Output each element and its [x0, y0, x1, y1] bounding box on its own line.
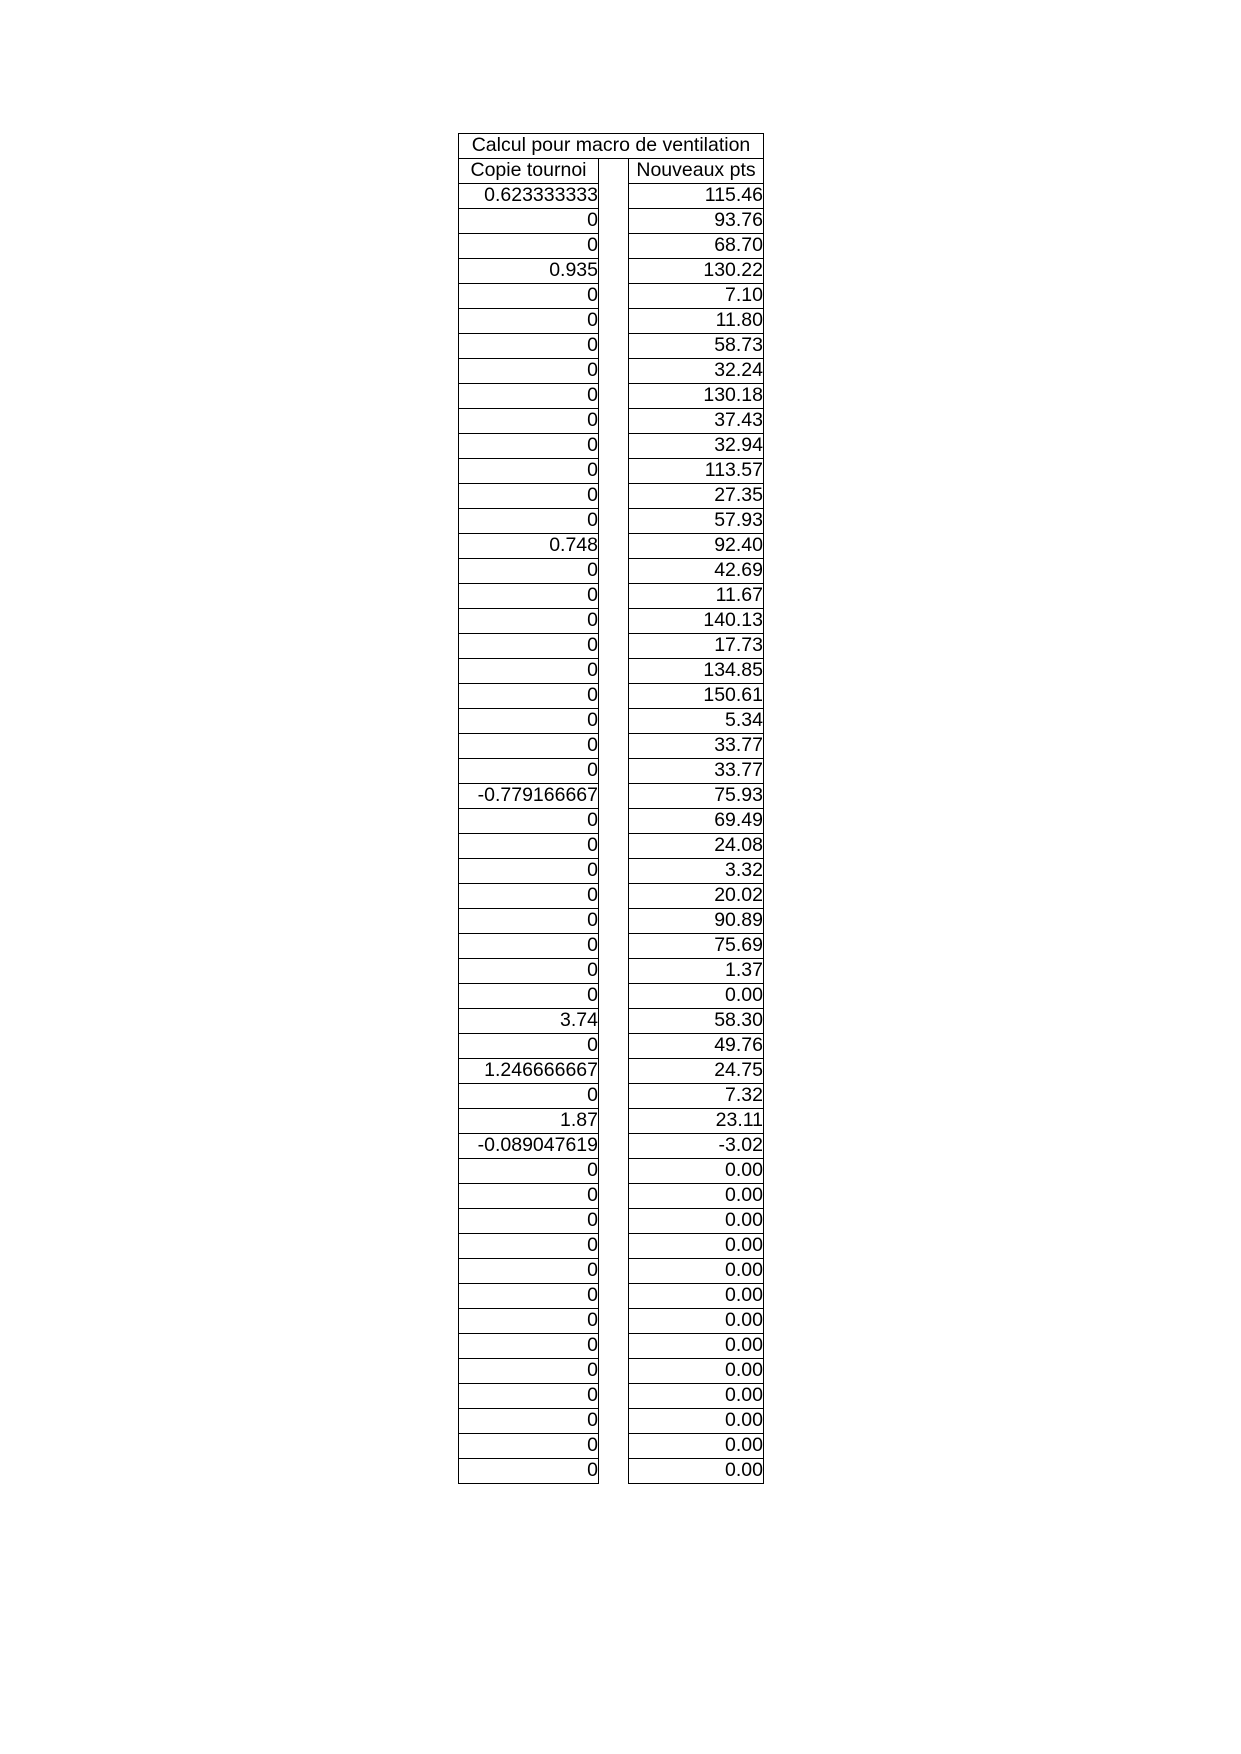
cell-copie-tournoi[interactable]: 0 [459, 709, 599, 734]
column-separator [599, 559, 629, 584]
cell-nouveaux-pts[interactable]: 24.75 [629, 1059, 764, 1084]
column-separator [599, 784, 629, 809]
table-row [459, 759, 764, 784]
table-row [459, 934, 764, 959]
column-separator [599, 1059, 629, 1084]
column-separator [599, 1409, 629, 1434]
cell-nouveaux-pts[interactable]: 58.73 [629, 334, 764, 359]
cell-nouveaux-pts[interactable]: 3.32 [629, 859, 764, 884]
table-row [459, 484, 764, 509]
cell-nouveaux-pts[interactable]: 32.94 [629, 434, 764, 459]
cell-nouveaux-pts[interactable]: 130.18 [629, 384, 764, 409]
cell-nouveaux-pts[interactable]: 150.61 [629, 684, 764, 709]
cell-copie-tournoi[interactable]: 0 [459, 1259, 599, 1284]
cell-copie-tournoi[interactable]: 0 [459, 1434, 599, 1459]
column-separator [599, 334, 629, 359]
table-row [459, 1109, 764, 1134]
table-row [459, 334, 764, 359]
cell-nouveaux-pts[interactable]: 23.11 [629, 1109, 764, 1134]
table-row [459, 909, 764, 934]
page-title: Calcul pour macro de ventilation [459, 134, 764, 159]
cell-copie-tournoi[interactable]: -0.779166667 [459, 784, 599, 809]
column-separator [599, 159, 629, 184]
column-separator [599, 434, 629, 459]
cell-nouveaux-pts[interactable]: 0.00 [629, 1409, 764, 1434]
cell-copie-tournoi[interactable]: 0 [459, 609, 599, 634]
cell-nouveaux-pts[interactable]: 134.85 [629, 659, 764, 684]
cell-copie-tournoi[interactable]: 0 [459, 434, 599, 459]
cell-copie-tournoi[interactable]: -0.089047619 [459, 1134, 599, 1159]
column-separator [599, 684, 629, 709]
column-separator [599, 1284, 629, 1309]
cell-nouveaux-pts[interactable]: 92.40 [629, 534, 764, 559]
table-row [459, 584, 764, 609]
column-separator [599, 1134, 629, 1159]
column-separator [599, 909, 629, 934]
cell-copie-tournoi[interactable]: 0 [459, 284, 599, 309]
column-separator [599, 309, 629, 334]
table-row [459, 209, 764, 234]
cell-copie-tournoi[interactable]: 0 [459, 359, 599, 384]
column-separator [599, 1234, 629, 1259]
cell-copie-tournoi[interactable]: 0 [459, 509, 599, 534]
cell-nouveaux-pts[interactable]: 0.00 [629, 984, 764, 1009]
column-separator [599, 634, 629, 659]
cell-copie-tournoi[interactable]: 0 [459, 559, 599, 584]
cell-copie-tournoi[interactable]: 0 [459, 334, 599, 359]
column-separator [599, 259, 629, 284]
table-row [459, 1334, 764, 1359]
cell-copie-tournoi[interactable]: 0 [459, 984, 599, 1009]
table-row [459, 1284, 764, 1309]
table-row [459, 784, 764, 809]
table-row [459, 984, 764, 1009]
cell-nouveaux-pts[interactable]: 113.57 [629, 459, 764, 484]
cell-copie-tournoi[interactable]: 0 [459, 809, 599, 834]
column-separator [599, 1084, 629, 1109]
cell-nouveaux-pts[interactable]: 0.00 [629, 1434, 764, 1459]
cell-copie-tournoi[interactable]: 0 [459, 859, 599, 884]
column-separator [599, 1009, 629, 1034]
cell-nouveaux-pts[interactable]: -3.02 [629, 1134, 764, 1159]
cell-copie-tournoi[interactable]: 1.87 [459, 1109, 599, 1134]
cell-nouveaux-pts[interactable]: 7.32 [629, 1084, 764, 1109]
cell-nouveaux-pts[interactable]: 68.70 [629, 234, 764, 259]
table-row [459, 1009, 764, 1034]
cell-copie-tournoi[interactable]: 0.748 [459, 534, 599, 559]
cell-copie-tournoi[interactable]: 0 [459, 634, 599, 659]
table-row [459, 1309, 764, 1334]
column-separator [599, 659, 629, 684]
column-header-copie-tournoi: Copie tournoi [459, 159, 599, 184]
cell-nouveaux-pts[interactable]: 20.02 [629, 884, 764, 909]
column-separator [599, 359, 629, 384]
column-separator [599, 734, 629, 759]
cell-copie-tournoi[interactable]: 0 [459, 309, 599, 334]
cell-nouveaux-pts[interactable]: 33.77 [629, 734, 764, 759]
cell-copie-tournoi[interactable]: 3.74 [459, 1009, 599, 1034]
table-row [459, 1134, 764, 1159]
table-row [459, 959, 764, 984]
cell-nouveaux-pts[interactable]: 0.00 [629, 1334, 764, 1359]
column-separator [599, 884, 629, 909]
column-separator [599, 1109, 629, 1134]
column-separator [599, 1184, 629, 1209]
cell-nouveaux-pts[interactable]: 0.00 [629, 1259, 764, 1284]
column-separator [599, 934, 629, 959]
table-row [459, 1209, 764, 1234]
table-row [459, 1384, 764, 1409]
cell-copie-tournoi[interactable]: 0 [459, 459, 599, 484]
cell-copie-tournoi[interactable]: 0 [459, 1034, 599, 1059]
cell-nouveaux-pts[interactable]: 0.00 [629, 1159, 764, 1184]
column-separator [599, 1034, 629, 1059]
cell-nouveaux-pts[interactable]: 49.76 [629, 1034, 764, 1059]
column-separator [599, 609, 629, 634]
cell-copie-tournoi[interactable]: 0 [459, 209, 599, 234]
cell-nouveaux-pts[interactable]: 75.93 [629, 784, 764, 809]
cell-nouveaux-pts[interactable]: 69.49 [629, 809, 764, 834]
table-title-row [459, 134, 764, 159]
cell-copie-tournoi[interactable]: 0 [459, 1209, 599, 1234]
column-separator [599, 209, 629, 234]
table-row [459, 1034, 764, 1059]
cell-nouveaux-pts[interactable]: 130.22 [629, 259, 764, 284]
column-separator [599, 1309, 629, 1334]
table-row [459, 1184, 764, 1209]
table-row [459, 609, 764, 634]
table-row [459, 234, 764, 259]
column-separator [599, 284, 629, 309]
column-separator [599, 534, 629, 559]
cell-copie-tournoi[interactable]: 0.935 [459, 259, 599, 284]
table-row [459, 534, 764, 559]
cell-copie-tournoi[interactable]: 0 [459, 1334, 599, 1359]
cell-nouveaux-pts[interactable]: 0.00 [629, 1459, 764, 1484]
cell-copie-tournoi[interactable]: 0 [459, 734, 599, 759]
calculation-table [458, 133, 764, 1484]
cell-copie-tournoi[interactable]: 0 [459, 584, 599, 609]
table-row [459, 1059, 764, 1084]
table-row [459, 559, 764, 584]
cell-copie-tournoi[interactable]: 0 [459, 1184, 599, 1209]
cell-nouveaux-pts[interactable]: 75.69 [629, 934, 764, 959]
cell-copie-tournoi[interactable]: 0 [459, 884, 599, 909]
cell-copie-tournoi[interactable]: 0 [459, 384, 599, 409]
table-row [459, 1359, 764, 1384]
cell-copie-tournoi[interactable]: 0.623333333 [459, 184, 599, 209]
table-row [459, 509, 764, 534]
cell-nouveaux-pts[interactable]: 1.37 [629, 959, 764, 984]
column-separator [599, 409, 629, 434]
column-separator [599, 984, 629, 1009]
cell-nouveaux-pts[interactable]: 5.34 [629, 709, 764, 734]
cell-copie-tournoi[interactable]: 0 [459, 1084, 599, 1109]
table-row [459, 884, 764, 909]
cell-copie-tournoi[interactable]: 0 [459, 759, 599, 784]
cell-nouveaux-pts[interactable]: 58.30 [629, 1009, 764, 1034]
column-separator [599, 709, 629, 734]
column-separator [599, 384, 629, 409]
column-separator [599, 1334, 629, 1359]
cell-nouveaux-pts[interactable]: 17.73 [629, 634, 764, 659]
column-separator [599, 1259, 629, 1284]
column-separator [599, 1384, 629, 1409]
table-row [459, 184, 764, 209]
cell-copie-tournoi[interactable]: 0 [459, 684, 599, 709]
column-separator [599, 1159, 629, 1184]
cell-copie-tournoi[interactable]: 0 [459, 1409, 599, 1434]
cell-copie-tournoi[interactable]: 0 [459, 909, 599, 934]
table-row [459, 359, 764, 384]
cell-copie-tournoi[interactable]: 0 [459, 1159, 599, 1184]
table-row [459, 434, 764, 459]
column-separator [599, 859, 629, 884]
column-separator [599, 459, 629, 484]
cell-copie-tournoi[interactable]: 0 [459, 959, 599, 984]
cell-nouveaux-pts[interactable]: 33.77 [629, 759, 764, 784]
table-row [459, 259, 764, 284]
cell-nouveaux-pts[interactable]: 7.10 [629, 284, 764, 309]
table-row [459, 1459, 764, 1484]
table-row [459, 709, 764, 734]
table-row [459, 734, 764, 759]
table-row [459, 1084, 764, 1109]
column-separator [599, 1459, 629, 1484]
cell-nouveaux-pts[interactable]: 57.93 [629, 509, 764, 534]
cell-copie-tournoi[interactable]: 0 [459, 659, 599, 684]
cell-nouveaux-pts[interactable]: 24.08 [629, 834, 764, 859]
cell-nouveaux-pts[interactable]: 0.00 [629, 1284, 764, 1309]
column-separator [599, 1209, 629, 1234]
cell-copie-tournoi[interactable]: 0 [459, 409, 599, 434]
cell-copie-tournoi[interactable]: 0 [459, 234, 599, 259]
cell-copie-tournoi[interactable]: 0 [459, 1309, 599, 1334]
cell-nouveaux-pts[interactable]: 0.00 [629, 1184, 764, 1209]
table-row [459, 1259, 764, 1284]
cell-nouveaux-pts[interactable]: 0.00 [629, 1234, 764, 1259]
cell-copie-tournoi[interactable]: 0 [459, 484, 599, 509]
column-separator [599, 1359, 629, 1384]
table-row [459, 309, 764, 334]
table-row [459, 1159, 764, 1184]
column-separator [599, 834, 629, 859]
column-separator [599, 234, 629, 259]
table-row [459, 1409, 764, 1434]
table-row [459, 684, 764, 709]
column-separator [599, 184, 629, 209]
cell-copie-tournoi[interactable]: 0 [459, 1359, 599, 1384]
table-row [459, 284, 764, 309]
table-row [459, 459, 764, 484]
cell-copie-tournoi[interactable]: 0 [459, 1234, 599, 1259]
cell-nouveaux-pts[interactable]: 0.00 [629, 1309, 764, 1334]
column-separator [599, 959, 629, 984]
cell-nouveaux-pts[interactable]: 32.24 [629, 359, 764, 384]
cell-nouveaux-pts[interactable]: 37.43 [629, 409, 764, 434]
cell-copie-tournoi[interactable]: 0 [459, 834, 599, 859]
table-row [459, 409, 764, 434]
spreadsheet-region [458, 133, 763, 1484]
table-row [459, 1434, 764, 1459]
cell-nouveaux-pts[interactable]: 140.13 [629, 609, 764, 634]
table-header-row [459, 159, 764, 184]
table-row [459, 859, 764, 884]
column-separator [599, 509, 629, 534]
cell-nouveaux-pts[interactable]: 42.69 [629, 559, 764, 584]
table-row [459, 1234, 764, 1259]
column-separator [599, 1434, 629, 1459]
cell-copie-tournoi[interactable]: 1.246666667 [459, 1059, 599, 1084]
cell-nouveaux-pts[interactable]: 0.00 [629, 1359, 764, 1384]
table-row [459, 634, 764, 659]
table-row [459, 384, 764, 409]
cell-nouveaux-pts[interactable]: 93.76 [629, 209, 764, 234]
cell-nouveaux-pts[interactable]: 11.80 [629, 309, 764, 334]
table-row [459, 809, 764, 834]
column-separator [599, 759, 629, 784]
column-separator [599, 809, 629, 834]
cell-copie-tournoi[interactable]: 0 [459, 1459, 599, 1484]
table-row [459, 659, 764, 684]
cell-copie-tournoi[interactable]: 0 [459, 934, 599, 959]
cell-copie-tournoi[interactable]: 0 [459, 1284, 599, 1309]
cell-nouveaux-pts[interactable]: 11.67 [629, 584, 764, 609]
table-row [459, 834, 764, 859]
cell-copie-tournoi[interactable]: 0 [459, 1384, 599, 1409]
cell-nouveaux-pts[interactable]: 115.46 [629, 184, 764, 209]
cell-nouveaux-pts[interactable]: 27.35 [629, 484, 764, 509]
column-separator [599, 484, 629, 509]
cell-nouveaux-pts[interactable]: 90.89 [629, 909, 764, 934]
cell-nouveaux-pts[interactable]: 0.00 [629, 1209, 764, 1234]
column-header-nouveaux-pts: Nouveaux pts [629, 159, 764, 184]
column-separator [599, 584, 629, 609]
cell-nouveaux-pts[interactable]: 0.00 [629, 1384, 764, 1409]
